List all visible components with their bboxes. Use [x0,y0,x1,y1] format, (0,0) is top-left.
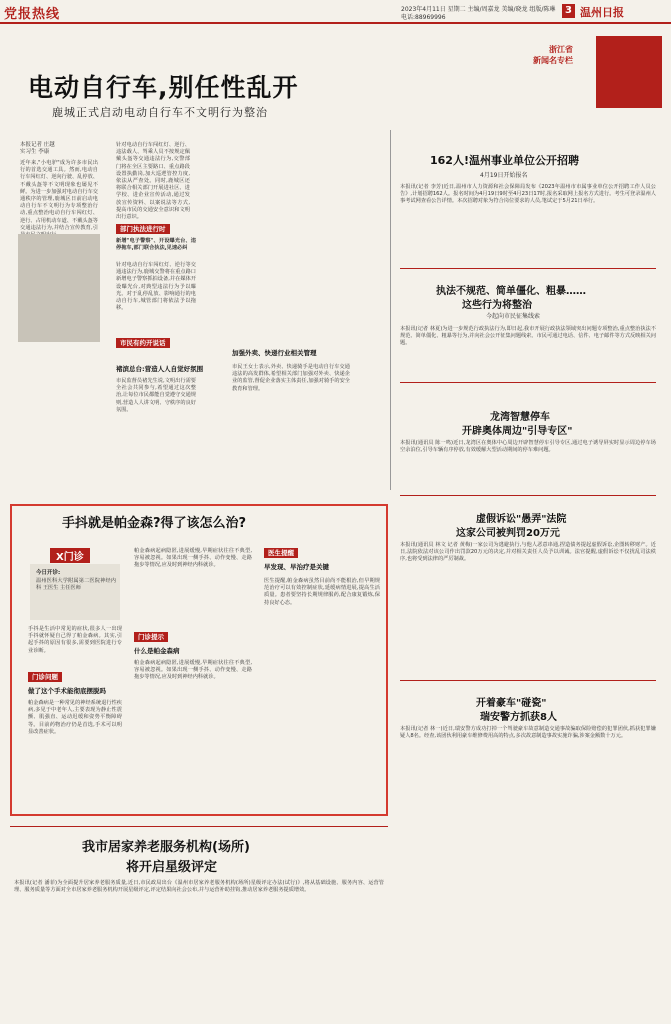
header-rule [0,22,671,24]
rect-headline2: 这些行为将整治 [462,300,532,311]
health-guest: 温州医科大学附属第二医院神经内科 王医生 主任医师 [36,578,116,592]
lead-col4: 针对电动自行车闯红灯、逆行等交通违法行为,鹿城交警将在重点路口新增电子警察抓拍设备,并在媒体开设曝光台,对典型违法行为予以曝光。对于乱停乱放、影响通行的电动自行车,城管部门将依法予以拖移。 [116,262,196,312]
health-a2: 帕金森病起病隐匿,进展缓慢,早期症状往往不典型,容易被忽视。如果出现一侧手抖、动作变慢、走路拖步等情况,应及时到神经内科就诊。 [134,548,252,569]
corner-label [533,44,573,66]
rect-rule [400,382,656,383]
lead-subheadline: 鹿城正式启动电动自行车不文明行为整治 [52,106,268,119]
corner-line1: 浙江省 [549,45,573,54]
health-q1-tag: 门诊问题 [28,672,62,682]
lead-col6: 市民王女士表示,外卖、快递骑手是电动自行车交通违法的高发群体,希望相关部门加强对外卖、快递企业的监管,督促企业落实主体责任,加强对骑手的安全教育和管理。 [232,364,350,392]
issue-line: 2023年4月11日 星期二 主编/周嘉龙 美编/晓龙 组版/陈琳 [401,6,556,13]
health-intro: 手抖是生活中常见的症状,很多人一出现手抖就怀疑自己得了帕金森病。其实,引起手抖的原因有很多,需要到医院进行专业诊断。 [28,626,122,654]
elder-rule [10,826,388,827]
elder-headline2: 将开启星级评定 [126,860,218,875]
job-rule [400,268,656,269]
dragon-headline: 龙湾智慧停车 [490,412,550,423]
health-q2-tag: 门诊提示 [134,632,168,642]
corner-line2: 新闻名专栏 [533,56,573,65]
lawsuit-headline2: 这家公司被判罚20万元 [456,528,560,539]
corner-brand [596,36,662,108]
health-q3-title: 早发现、早治疗是关键 [264,563,329,571]
scarf-headline: 开着豪车"碰瓷" [476,698,547,709]
lead-col2: 针对电动自行车闯红灯、逆行、违法载人、驾乘人员不按规定佩戴头盔等交通违法行为,交警部门将在全区主要路口、重点路段设置执勤岗,加大巡逻管控力度,依法从严查处。同时,鹿城区还将联合相关部门开展进社区、进学校、进企业宣传活动,通过发放宣传资料、以案说法等方式,提高市民的交通安全意识和文明出行意识。 [116,142,190,221]
lead-byline: 本报记者 庄越 实习生 李康 [20,142,55,156]
health-guest-label: 今日开诊: [36,570,61,576]
health-q3-tag: 医生提醒 [264,548,298,558]
lead-divider [390,130,391,490]
lead-col7: 市民监督员褚先生说,文明出行需要全社会共同参与,希望通过这次整治,让每位市民都能自觉遵守交通规则,营造人人讲文明、守秩序的良好氛围。 [116,378,196,413]
lead-headline: 电动自行车,别任性乱开 [28,73,299,102]
elder-headline: 我市居家养老服务机构(场所) [82,840,250,855]
health-a1: 帕金森病是一种常见的神经系统退行性疾病,多见于中老年人,主要表现为静止性震颤、肌强直、运动迟缓和姿势平衡障碍等。目前药物治疗仍是首选,手术可以明显改善症状。 [28,700,122,735]
scarf-body: 本报讯(记者 林一)近日,瑞安警方成功打掉一个驾驶豪车故意制造交通事故骗取保险赔偿的犯罪团伙,抓获犯罪嫌疑人8名。经查,该团伙利用豪车维修费用高的特点,多次故意制造事故实施诈骗,涉案金额数十万元。 [400,726,656,740]
rect-body: 本报讯(记者 林夏)为进一步规范行政执法行为,即日起,我市开展行政执法领域突出问题专项整治,重点整治执法不规范、简单僵化、粗暴等行为,并向社会公开征集问题线索。市民可通过电话、信件、电子邮件等方式反映相关问题。 [400,326,656,347]
lead-col3: 新增"电子警察"、开设曝光台、违停拖车,部门联合执法,见速必纠 [116,238,196,252]
rect-subheadline: 今起向市民征集线索 [486,313,541,320]
page-number: 3 [562,4,575,18]
lawsuit-headline: 虚假诉讼"愚弄"法院 [476,514,567,525]
lead-col1: 近年来,"小电驴"成为许多市民出行的首选交通工具。然而,电动自行车闯红灯、逆向行驶、乱停放、不戴头盔等不文明现象也屡见不鲜。为进一步加强对电动自行车交通秩序的管理,鹿城区日前启动电动自行车不文明行为专项整治行动,重点整治电动自行车闯红灯、逆行、占用机动车道、不戴头盔等交通违法行为,并结合宣传教育,引 [20,160,98,231]
lead-col5: 加强外卖、快递行业相关管理 [232,349,317,357]
lawsuit-rule [400,680,656,681]
paper-logo: 温州日报 [580,6,624,19]
health-a3: 医生提醒,帕金森病虽然目前尚不能根治,但早期规范治疗可以有效控制症状,延缓病情进展,提高生活质量。患者要坚持长期规律服药,配合康复锻炼,保持良好心态。 [264,578,380,606]
health-badge: X门诊 [50,548,90,563]
scarf-headline2: 瑞安警方抓获8人 [480,712,557,723]
lead-photo [18,234,100,342]
lead-col7-title: 褚滨总台:营造人人自觉好氛围 [116,365,204,373]
lawsuit-body: 本报讯(通讯员 林文 记者 黄梅)一家公司为逃避执行,与他人恶意串通,捏造债务提起虚假诉讼,企图转移财产。近日,法院依法对该公司作出罚款20万元的决定,并对相关责任人员予以训诫。法官提醒,虚假诉讼不仅扰乱司法秩序,也将受到法律的严厉制裁。 [400,542,656,563]
job-subheadline: 4月19日开始报名 [480,172,528,179]
health-q1-title: 做了这个手术能彻底摆脱吗 [28,687,106,695]
rect-headline: 执法不规范、简单僵化、粗暴…… [436,286,586,297]
header-info [401,6,555,22]
health-a2b: 帕金森病起病隐匿,进展缓慢,早期症状往往不典型,容易被忽视。如果出现一侧手抖、动作变慢、走路拖步等情况,应及时到神经内科就诊。 [134,660,252,681]
subhead-law: 部门执法进行时 [116,224,170,234]
phone-line: 电话:88969996 [401,14,446,21]
job-headline: 162人!温州事业单位公开招聘 [430,154,579,167]
job-body: 本报讯(记者 李芳)近日,温州市人力资源和社会保障局发布《2023年温州市市属事业单位公开招聘工作人员公告》,计划招聘162人。报名时间为4月19日9时至4月23日17时,报名采取网上报名方式进行。考生可登录温州人事考试网查看公告详情。本次招聘对象为符合岗位要求的人员,笔试定于5月21日举行。 [400,184,656,205]
section-title: 党报热线 [4,7,61,22]
elder-body: 本报讯(记者 潘菲)为全面提升居家养老服务质量,近日,市民政局出台《温州市居家养老服务机构(场所)星级评定办法(试行)》,将从基础设施、服务内容、运营管理、服务质量等方面对全市居家养老服务机构开展星级评定,评定结果向社会公布,并与运营补助挂钩,推动居家养老服务提质增效。 [14,880,384,894]
dragon-rule [400,495,656,496]
subhead-citizen: 市民有约开说话 [116,338,170,348]
dragon-headline2: 开辟奥体周边"引导专区" [462,426,573,437]
dragon-body: 本报讯(通讯员 陈一鸣)近日,龙湾区在奥体中心周边开辟智慧停车引导专区,通过电子诱导屏实时显示周边停车场空余泊位,引导车辆有序停放,有效缓解大型活动期间的停车难问题。 [400,440,656,454]
health-q2-title: 什么是帕金森病 [134,647,180,655]
health-headline: 手抖就是帕金森?得了该怎么治? [62,516,247,531]
